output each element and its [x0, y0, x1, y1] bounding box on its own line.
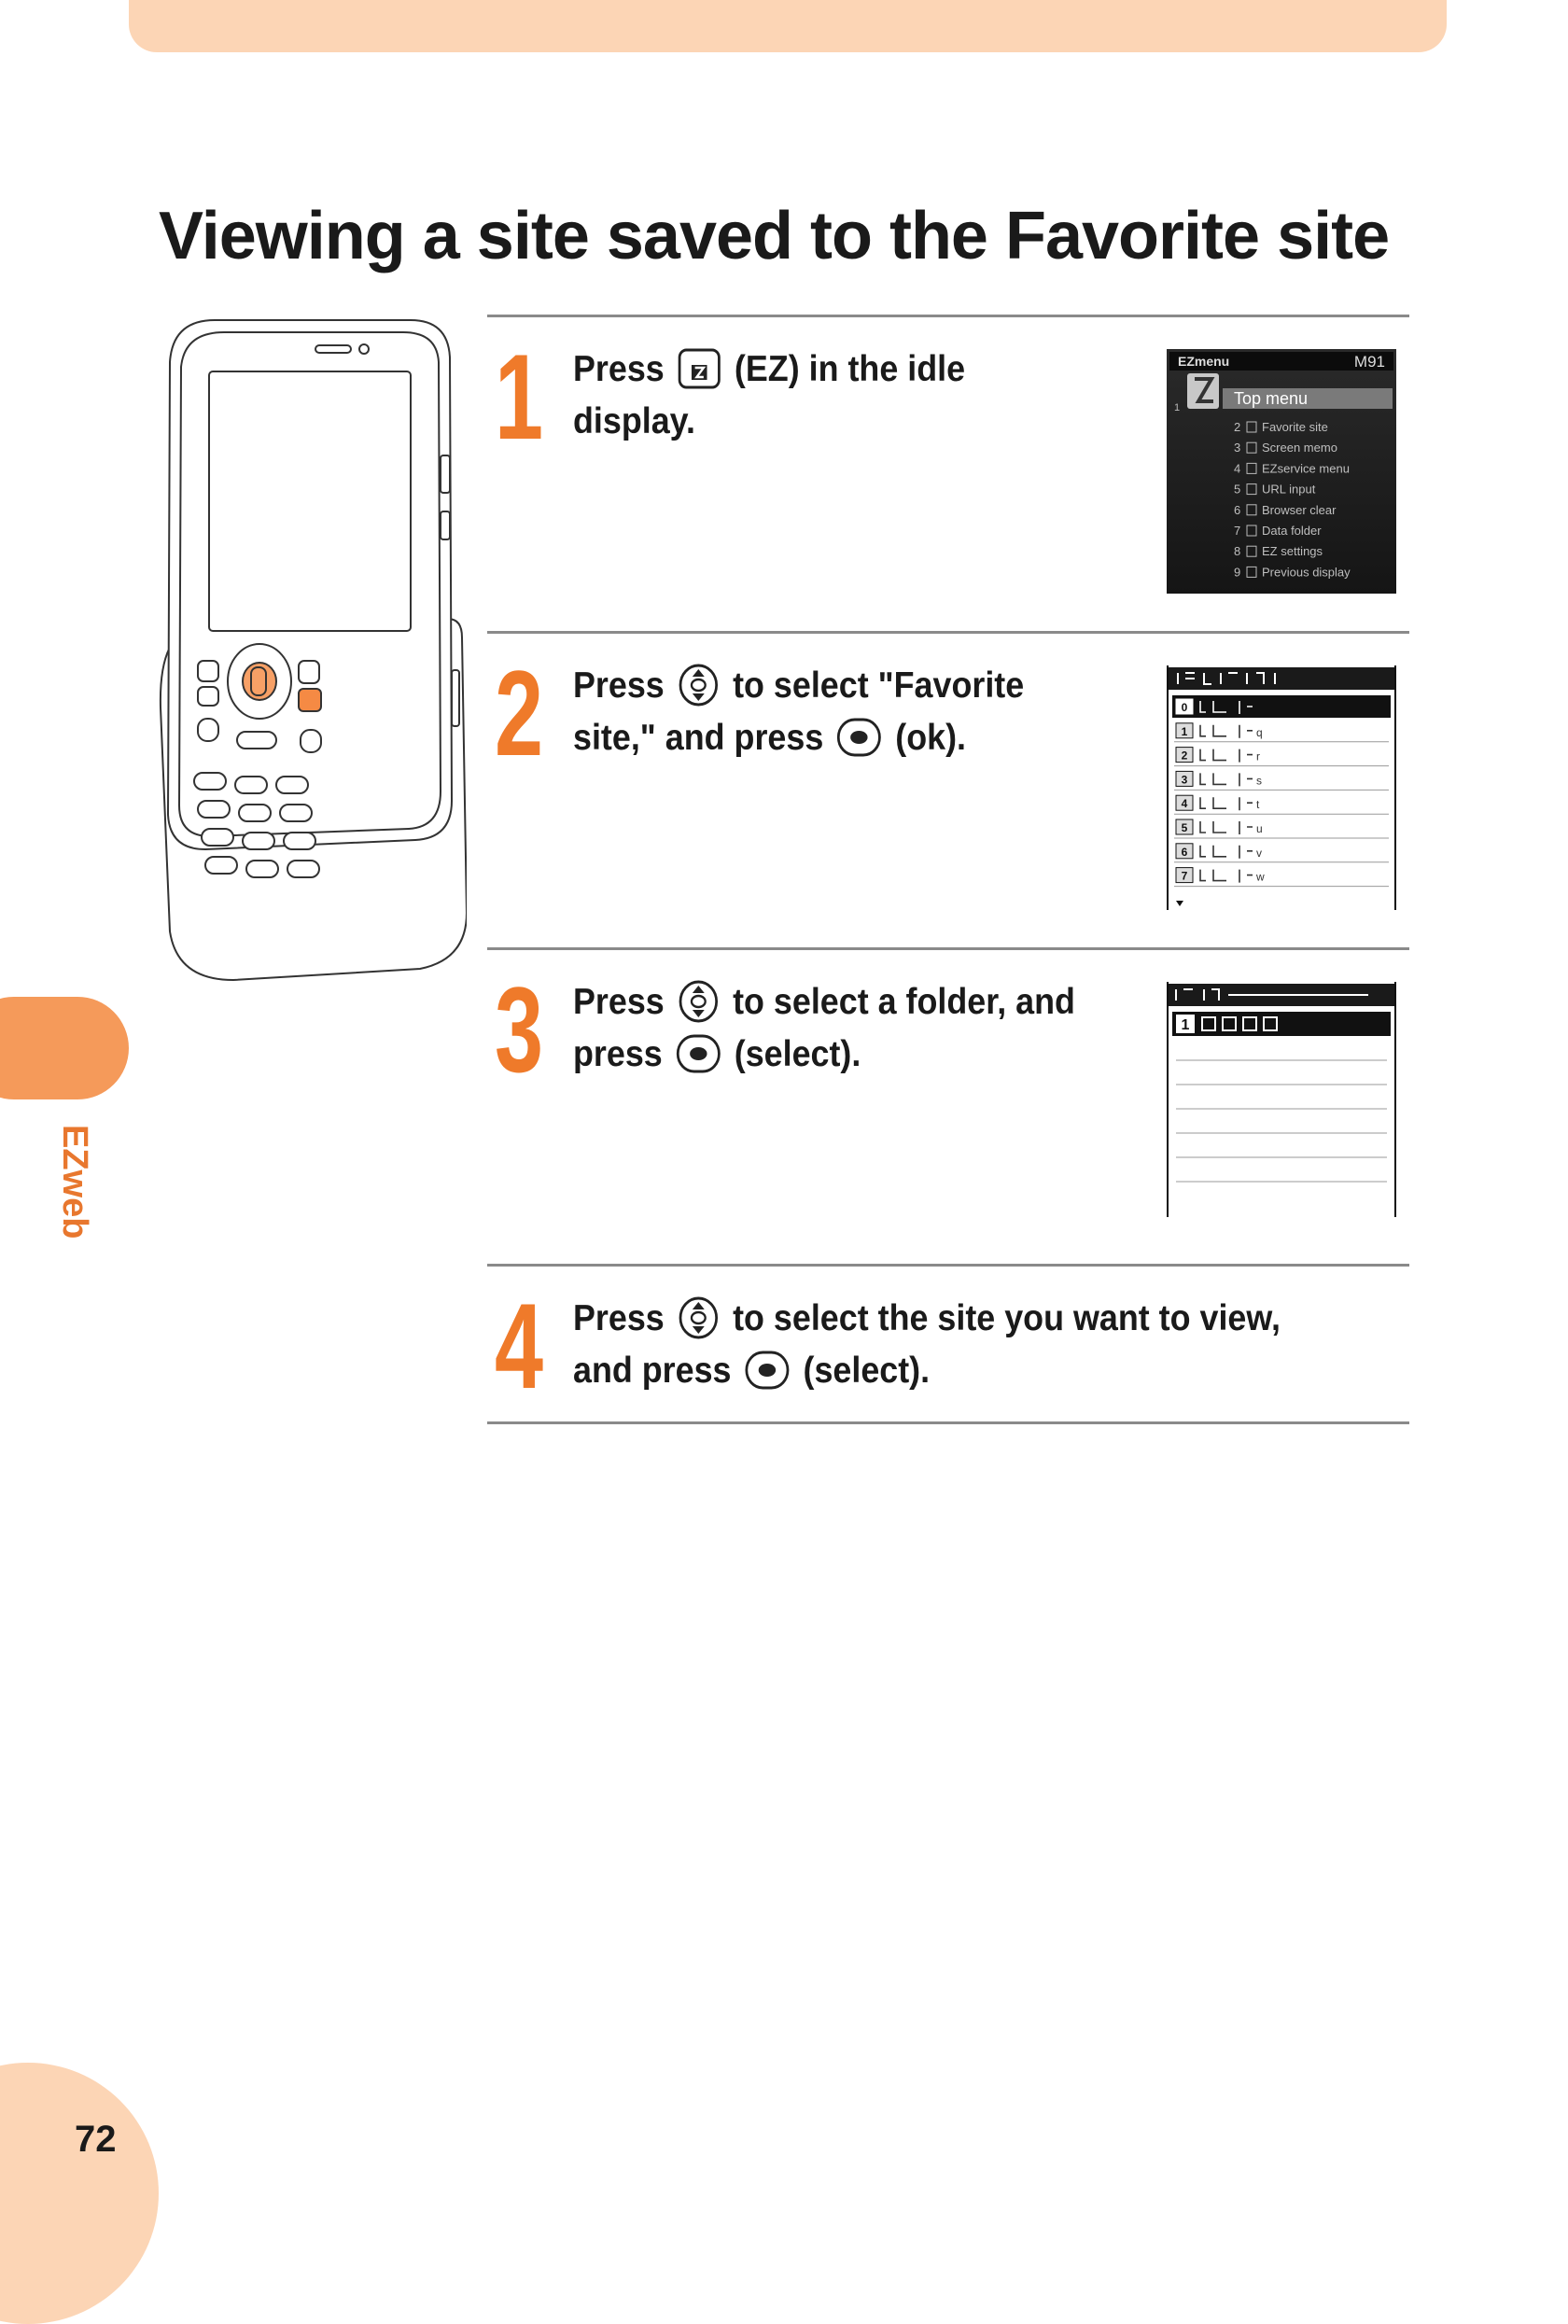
- menu-item-label: EZ settings: [1262, 544, 1323, 559]
- step-instruction: [573, 660, 1080, 764]
- menu-item-label: Favorite site: [1262, 420, 1328, 434]
- nav-key-icon: [677, 662, 720, 708]
- instruction-text: Press: [573, 1298, 665, 1338]
- step-1: [487, 315, 1409, 631]
- nav-key-icon: [677, 1295, 720, 1341]
- instruction-text: (select).: [803, 1351, 931, 1391]
- row-number: 0: [1181, 701, 1188, 714]
- row-suffix: r: [1256, 749, 1260, 763]
- step-number: 2: [495, 645, 544, 781]
- row-number: 6: [1181, 845, 1188, 859]
- menu-item-label: URL input: [1262, 482, 1316, 497]
- center-key-icon: [836, 716, 883, 759]
- menu-item-number: 1: [1174, 402, 1181, 413]
- menu-item-number: 3: [1234, 441, 1241, 455]
- instruction-text: (select).: [734, 1034, 861, 1074]
- row-suffix: q: [1256, 725, 1263, 739]
- row-suffix: w: [1256, 870, 1265, 884]
- ez-key-icon: [677, 347, 721, 390]
- step-4: [487, 1264, 1409, 1424]
- section-label: EZweb: [55, 1125, 94, 1239]
- step-number: 1: [495, 329, 544, 465]
- center-key-icon: [744, 1349, 791, 1392]
- favorite-site-screenshot: [1167, 665, 1396, 910]
- instruction-text: Press: [573, 349, 665, 389]
- row-suffix: v: [1256, 846, 1262, 860]
- step-instruction: [573, 976, 1080, 1081]
- phone-illustration: [159, 315, 467, 987]
- step-instruction: [573, 343, 1080, 448]
- section-tab: [0, 997, 129, 1099]
- top-color-band: [129, 0, 1447, 52]
- menu-item-label: Browser clear: [1262, 502, 1337, 517]
- row-number: 4: [1181, 797, 1188, 811]
- menu-item-selected: Top menu: [1234, 389, 1309, 408]
- menu-item-label: Previous display: [1262, 565, 1351, 580]
- row-suffix: s: [1256, 774, 1262, 788]
- page-number-circle: [0, 2063, 159, 2324]
- step-2: [487, 631, 1409, 947]
- instruction-text: Press: [573, 982, 665, 1022]
- instruction-text: to select "Favorite site," and press: [573, 665, 1025, 758]
- row-number: 3: [1181, 773, 1188, 787]
- center-key-icon: [675, 1032, 721, 1075]
- instruction-text: to select the site you want to view, and press: [573, 1298, 1281, 1391]
- menu-item-label: Data folder: [1262, 524, 1322, 538]
- step-number: 3: [495, 961, 544, 1098]
- row-number: 7: [1181, 869, 1188, 883]
- row-number: 5: [1181, 821, 1188, 834]
- menu-item-number: 9: [1234, 565, 1241, 580]
- ezmenu-screenshot: [1167, 349, 1396, 594]
- screen-header-left: EZmenu: [1178, 354, 1230, 369]
- step-3: [487, 947, 1409, 1264]
- menu-item-number: 5: [1234, 482, 1241, 497]
- instruction-text: (EZ) in the idle display.: [573, 349, 966, 441]
- steps-list: [487, 315, 1409, 1424]
- folder-screenshot: [1167, 982, 1396, 1217]
- step-number: 4: [495, 1278, 544, 1414]
- menu-item-number: 4: [1234, 461, 1241, 476]
- page-number: 72: [75, 2119, 117, 2160]
- nav-key-icon: [677, 978, 720, 1025]
- row-suffix: u: [1256, 822, 1263, 835]
- menu-item-number: 6: [1234, 502, 1241, 517]
- page-title: Viewing a site saved to the Favorite site: [159, 199, 1390, 273]
- row-number: 1: [1181, 724, 1188, 738]
- menu-item-label: Screen memo: [1262, 441, 1337, 455]
- instruction-text: to select a folder, and press: [573, 982, 1075, 1074]
- menu-item-label: EZservice menu: [1262, 461, 1350, 476]
- instruction-text: (ok).: [895, 718, 967, 758]
- screen-header-right: M91: [1353, 353, 1385, 371]
- menu-item-number: 8: [1234, 544, 1241, 559]
- menu-item-number: 2: [1234, 420, 1241, 434]
- menu-item-number: 7: [1234, 524, 1241, 538]
- instruction-text: Press: [573, 665, 665, 706]
- row-number: 2: [1181, 749, 1188, 763]
- step-instruction: [573, 1293, 1346, 1397]
- folder-number: 1: [1181, 1017, 1190, 1033]
- row-suffix: t: [1256, 798, 1260, 812]
